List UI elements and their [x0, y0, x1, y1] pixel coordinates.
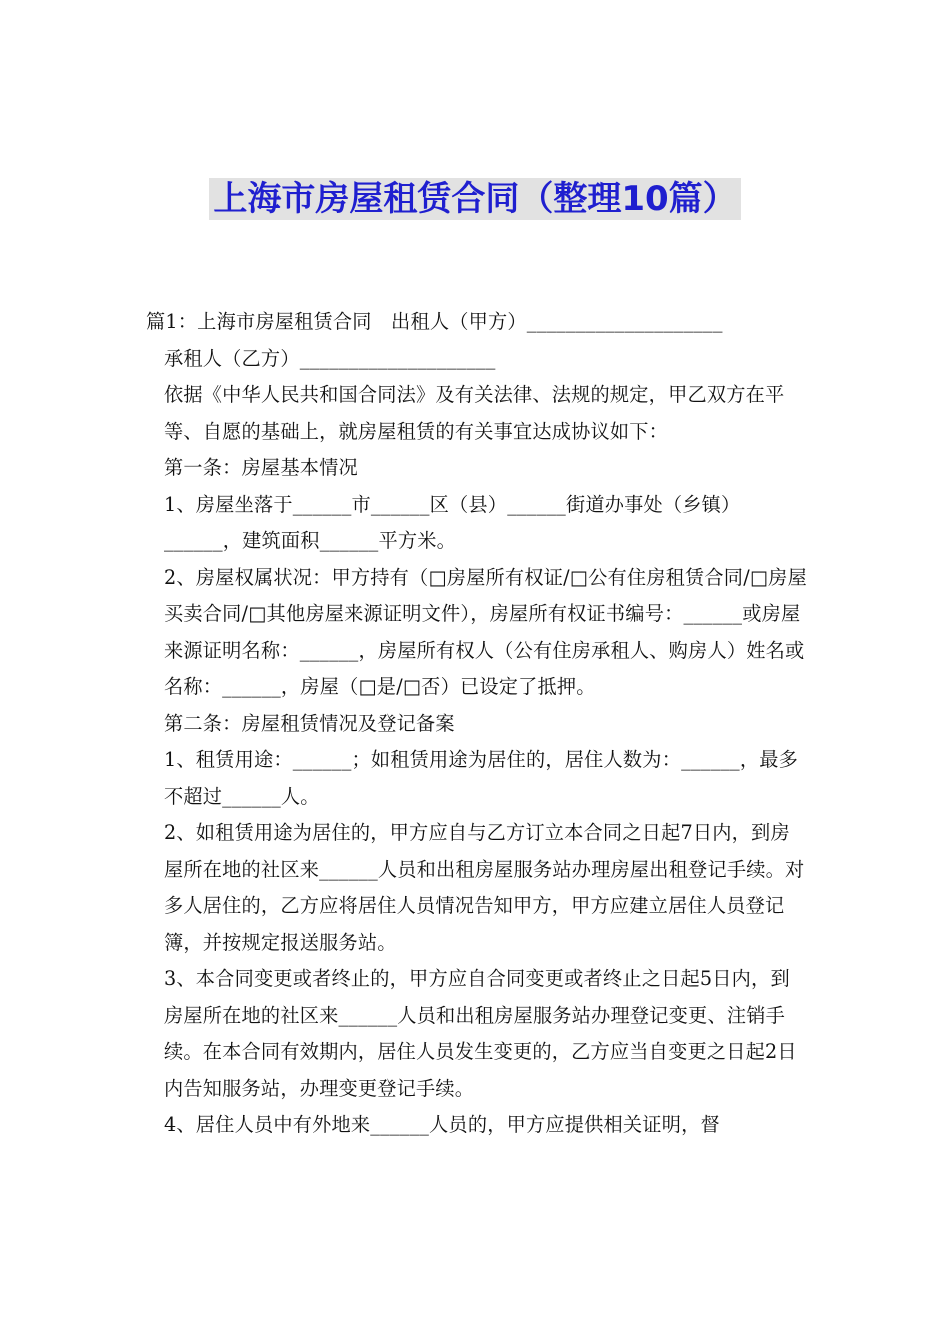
paragraph-article-1-item-1: 1、房屋坐落于______市______区（县）______街道办事处（乡镇）______，建筑面积______平方米。 — [164, 492, 741, 552]
paragraph-article-1-heading: 第一条：房屋基本情况 — [164, 456, 358, 479]
paragraph-article-2-item-2: 2、如租赁用途为居住的，甲方应自与乙方订立本合同之日起7日内，到房屋所在地的社区来______人员和出租房屋服务站办理房屋出租登记手续。对多人居住的，乙方应将居住人员情况告知甲方，甲方应建立居住人员登记簿，并按规定报送服务站。 — [164, 821, 805, 954]
paragraph-tenant-line: 承租人（乙方）____________________ — [164, 346, 496, 370]
paragraph-preamble: 依据《中华人民共和国合同法》及有关法律、法规的规定，甲乙双方在平等、自愿的基础上，就房屋租赁的有关事宜达成协议如下： — [164, 383, 785, 443]
document-title: 上海市房屋租赁合同（整理10篇） — [209, 178, 740, 220]
paragraph-article-2-heading: 第二条：房屋租赁情况及登记备案 — [164, 711, 455, 735]
paragraph-article-2-item-1: 1、租赁用途：______；如租赁用途为居住的，居住人数为：______，最多不超过______人。 — [164, 748, 799, 808]
title-container — [0, 178, 950, 220]
paragraph-article-2-item-4: 4、居住人员中有外地来______人员的，甲方应提供相关证明，督 — [164, 1113, 720, 1136]
document-body — [146, 304, 808, 1144]
paragraph-article-2-item-3: 3、本合同变更或者终止的，甲方应自合同变更或者终止之日起5日内，到房屋所在地的社区来______人员和出租房屋服务站办理登记变更、注销手续。在本合同有效期内，居住人员发生变更的，乙方应当自变更之日起2日内告知服务站，办理变更登记手续。 — [164, 967, 797, 1100]
paragraph-article-1-item-2: 2、房屋权属状况：甲方持有（□房屋所有权证/□公有住房租赁合同/□房屋买卖合同/□其他房屋来源证明文件），房屋所有权证书编号：______或房屋来源证明名称：______，房屋所有权人（公有住房承租人、购房人）姓名或名称：______，房屋（□是/□否）已设定了抵押。 — [164, 565, 807, 698]
paragraph-chapter-heading: 篇1：上海市房屋租赁合同 出租人（甲方）____________________ — [146, 310, 723, 333]
